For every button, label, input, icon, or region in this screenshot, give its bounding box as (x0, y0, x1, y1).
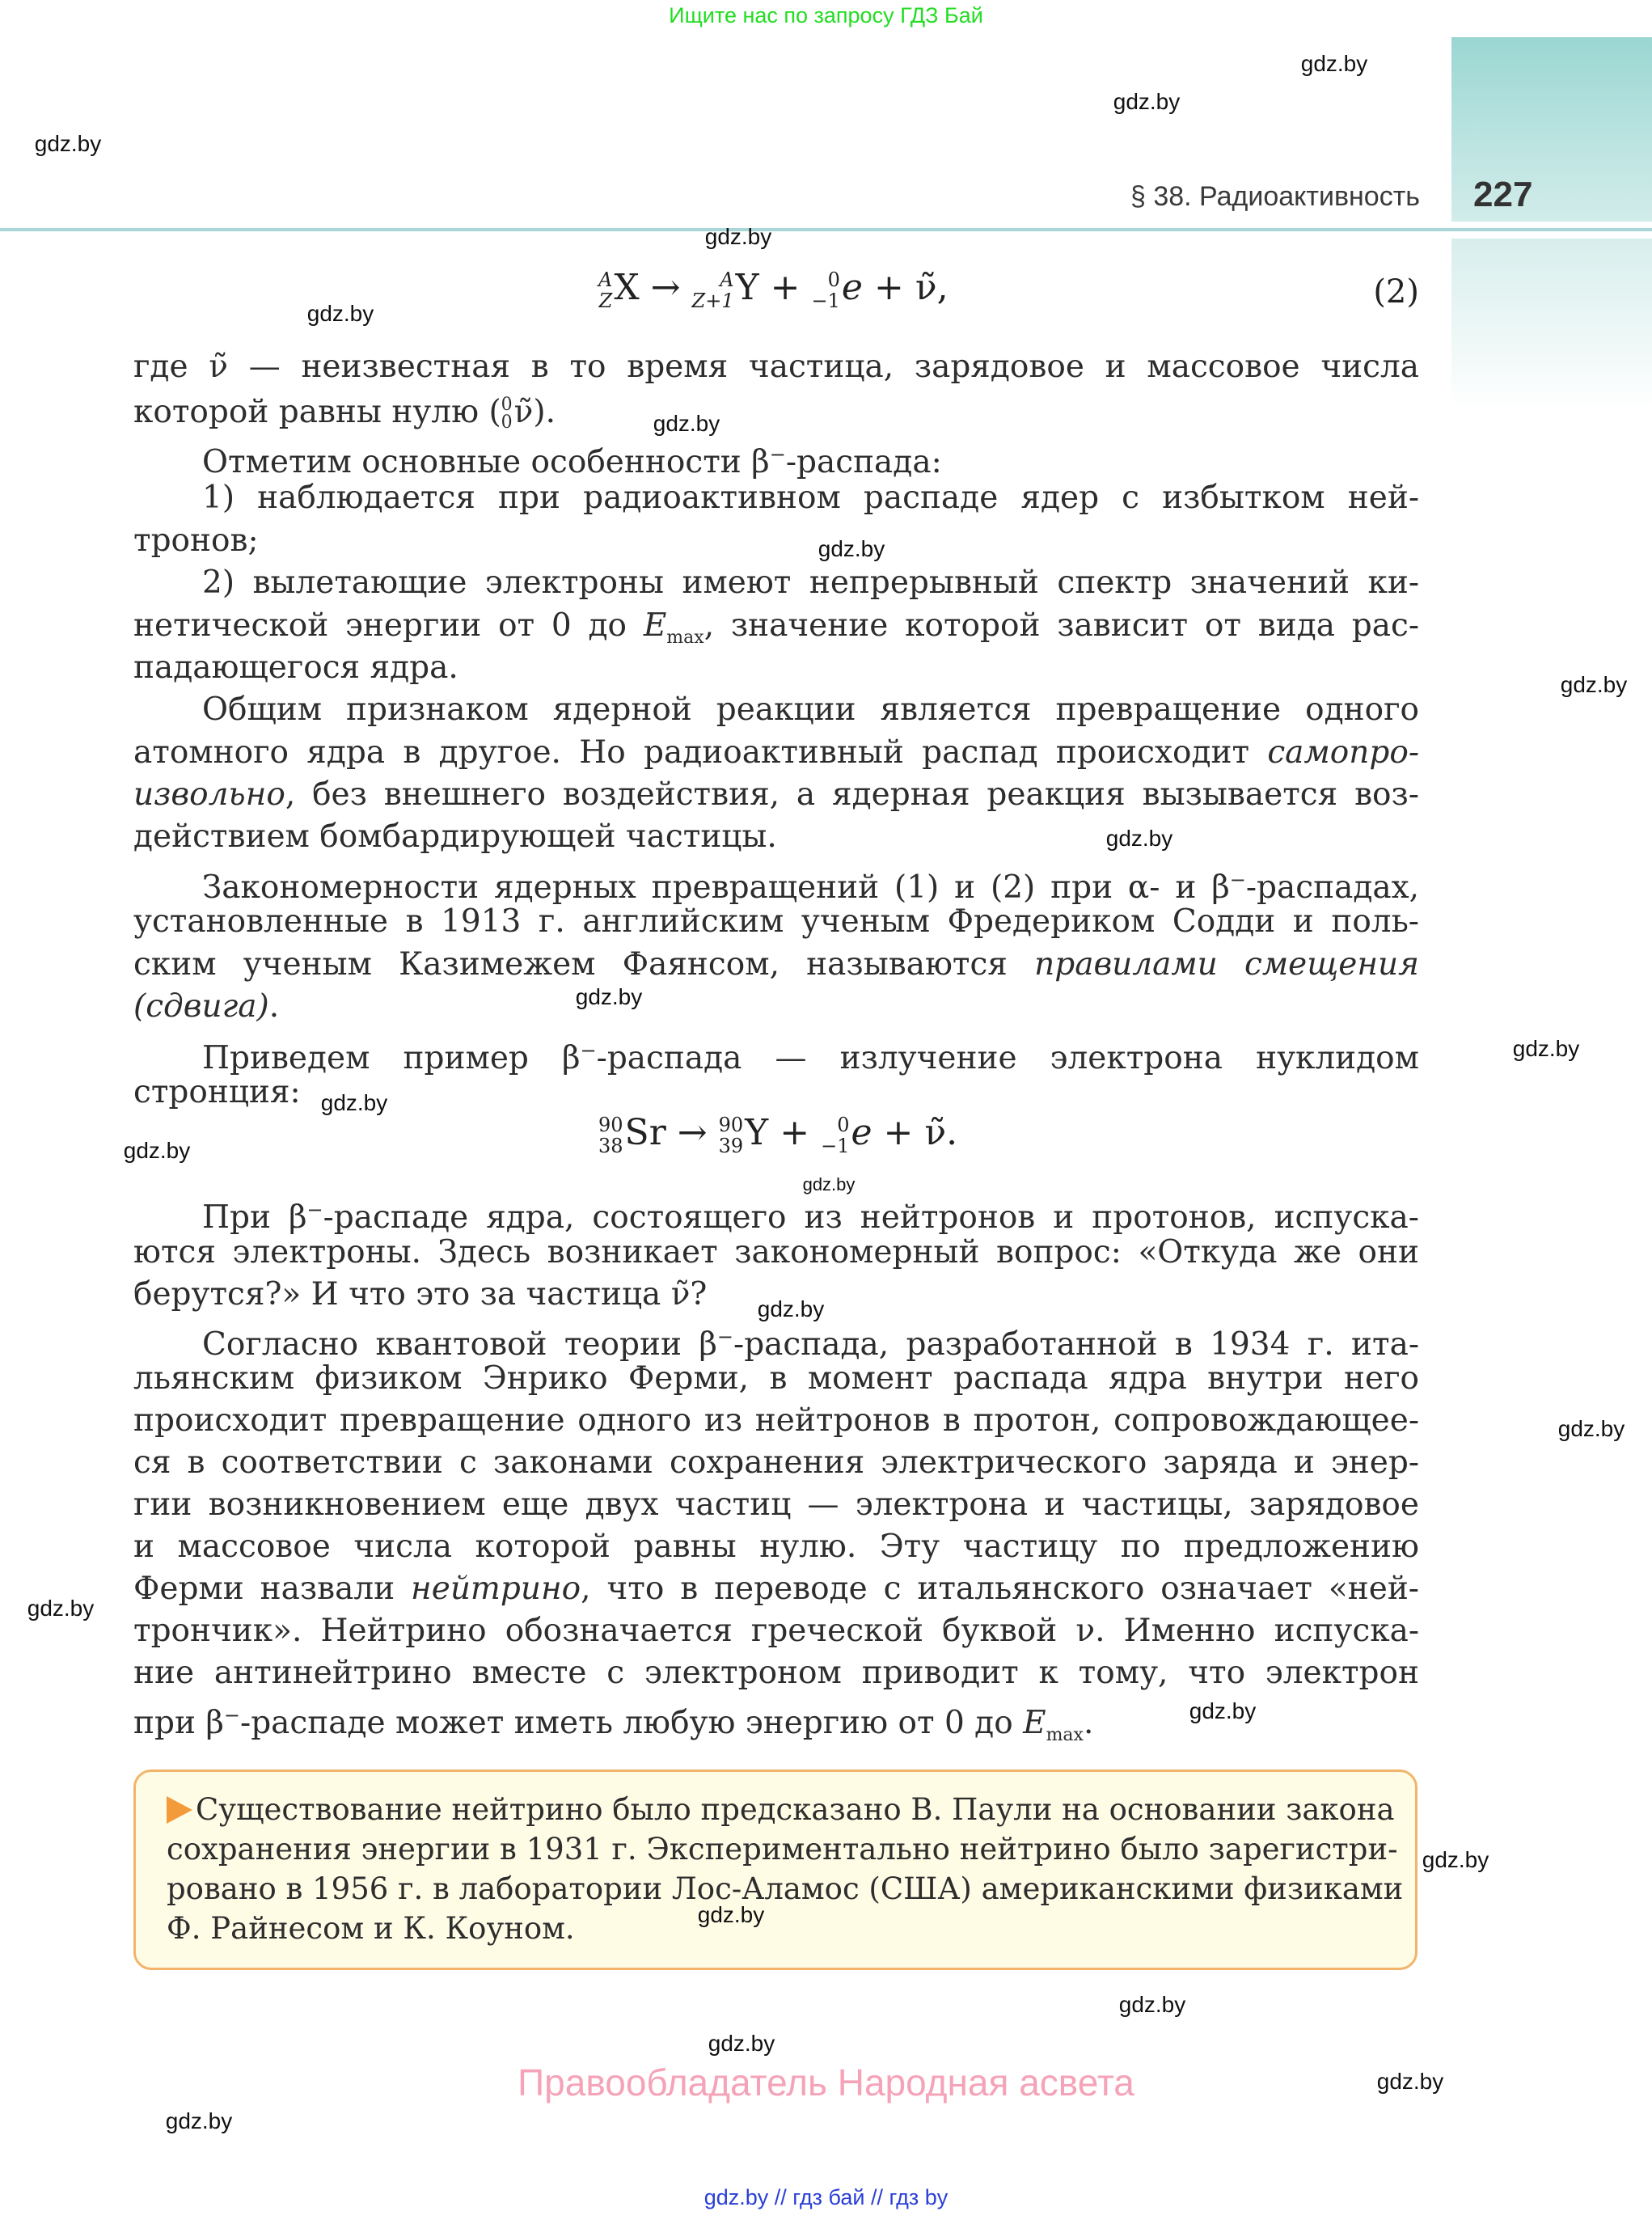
watermark: gdz.by (1512, 1036, 1580, 1061)
watermark: gdz.by (1557, 1416, 1625, 1441)
watermark: gdz.by (1422, 1847, 1489, 1872)
text-line: установленные в 1913 г. английским ученым Фредериком Содди и поль- (133, 903, 1419, 940)
text-line: действием бомбардирующей частицы. (133, 818, 777, 855)
text-line: которой равны нулю ( 0 0 ν̃). (133, 394, 556, 433)
text-line: при β−-распаде может иметь любую энергию от 0 до $E_{max}$. (133, 1704, 1094, 1745)
watermark: gdz.by (575, 984, 643, 1009)
watermark: gdz.by (697, 1902, 765, 1927)
watermark: gdz.by (818, 536, 885, 561)
text-line: извольно, без внешнего воздействия, а ядерная реакция вызывается воз- (133, 776, 1419, 813)
text-line: тронов; (133, 522, 259, 559)
callout-line: ровано в 1956 г. в лаборатории Лос-Аламос (США) американскими физиками (167, 1871, 1404, 1906)
watermark: gdz.by (704, 224, 772, 249)
watermark: gdz.by (1376, 2069, 1444, 2094)
text-line: 2) вылетающие электроны имеют непрерывный спектр значений ки- (202, 564, 1419, 601)
callout-line: Существование нейтрино было предсказано В. Паули на основании закона (167, 1790, 1388, 1829)
equation-number: (2) (1373, 273, 1419, 311)
watermark: gdz.by (320, 1090, 388, 1115)
watermark: gdz.by (306, 301, 374, 326)
orange-triangle-arrow-icon (167, 1796, 192, 1824)
watermark: gdz.by (653, 411, 720, 436)
text-line: (сдвига). (133, 988, 280, 1025)
watermark: gdz.by (34, 131, 102, 156)
text-line: и массовое числа которой равны нулю. Эту частицу по предложению (133, 1528, 1419, 1565)
text-line: нетической энергии от 0 до $E_{max}$, значение которой зависит от вида рас- (133, 607, 1419, 648)
text-line: стронция: (133, 1074, 301, 1110)
watermark: gdz.by (757, 1296, 825, 1321)
text-line: падающегося ядра. (133, 649, 458, 686)
watermark: gdz.by (1113, 89, 1181, 114)
page-corner-fade (1451, 239, 1652, 408)
text-line: ются электроны. Здесь возникает закономерный вопрос: «Откуда же они (133, 1234, 1419, 1271)
text-line: Приведем пример β−-распада — излучение электрона нуклидом (202, 1039, 1419, 1076)
text-line: Закономерности ядерных превращений (1) и (2) при α- и β−-распадах, (202, 869, 1419, 906)
search-banner: Ищите нас по запросу ГДЗ Бай (669, 3, 983, 27)
callout-line: сохранения энергии в 1931 г. Экспериментально нейтрино было зарегистри- (167, 1832, 1398, 1867)
watermark: gdz.by (1189, 1698, 1257, 1723)
text-line: ским ученым Казимежем Фаянсом, называются правилами смещения (133, 946, 1419, 983)
copyright-owner: Правообладатель Народная асвета (518, 2061, 1134, 2103)
text-line: ние антинейтрино вместе с электроном приводит к тому, что электрон (133, 1655, 1419, 1691)
text-line: гии возникновением еще двух частиц — электрона и частицы, зарядовое (133, 1486, 1419, 1523)
equation-strontium-decay: 90 38 Sr → 90 39 Y + 0 −1 e + ν̃. (598, 1112, 958, 1157)
callout-line: Ф. Райнесом и К. Коуном. (167, 1911, 575, 1946)
text-line: Ферми назвали нейтрино, что в переводе с итальянского означает «ней- (133, 1571, 1419, 1607)
running-head: § 38. Радиоактивность (1130, 181, 1420, 212)
text-line: При β−-распаде ядра, состоящего из нейтронов и протонов, испуска- (202, 1199, 1419, 1236)
watermark: gdz.by (1105, 826, 1173, 851)
watermark: gdz.by (123, 1138, 191, 1163)
watermark: gdz.by (165, 2108, 233, 2133)
text-line: берутся?» И что это за частица ν̃? (133, 1276, 708, 1313)
text-line: льянским физиком Энрико Ферми, в момент распада ядра внутри него (133, 1360, 1419, 1397)
text-line: ся в соответствии с законами сохранения электрического заряда и энер- (133, 1444, 1419, 1481)
text-line: Согласно квантовой теории β−-распада, разработанной в 1934 г. ита- (202, 1326, 1419, 1363)
watermark: gdz.by (802, 1174, 856, 1194)
footer-links[interactable]: gdz.by // гдз бай // гдз by (703, 2185, 949, 2209)
page-number: 227 (1473, 175, 1533, 214)
header-rule (0, 228, 1652, 231)
text-line: атомного ядра в другое. Но радиоактивный распад происходит самопро- (133, 734, 1419, 771)
watermark: gdz.by (1560, 672, 1628, 697)
watermark: gdz.by (27, 1596, 95, 1621)
neutrino-history-callout (133, 1769, 1418, 1970)
watermark: gdz.by (1118, 1992, 1186, 2017)
watermark: gdz.by (708, 2031, 775, 2056)
text-line: происходит превращение одного из нейтронов в протон, сопровождающее- (133, 1402, 1419, 1439)
equation-beta-decay: A Z X → A Z+1 Y + 0 −1 e + ν̃, (598, 267, 949, 312)
text-line: Общим признаком ядерной реакции является превращение одного (202, 691, 1419, 728)
text-line: 1) наблюдается при радиоактивном распаде ядер с избытком ней- (202, 480, 1419, 516)
text-line: трончик». Нейтрино обозначается греческой буквой ν. Именно испуска- (133, 1613, 1419, 1649)
text-line: Отметим основные особенности β−-распада: (202, 443, 942, 480)
text-line: где ν̃ — неизвестная в то время частица, зарядовое и массовое числа (133, 349, 1419, 385)
watermark: gdz.by (1300, 51, 1368, 76)
